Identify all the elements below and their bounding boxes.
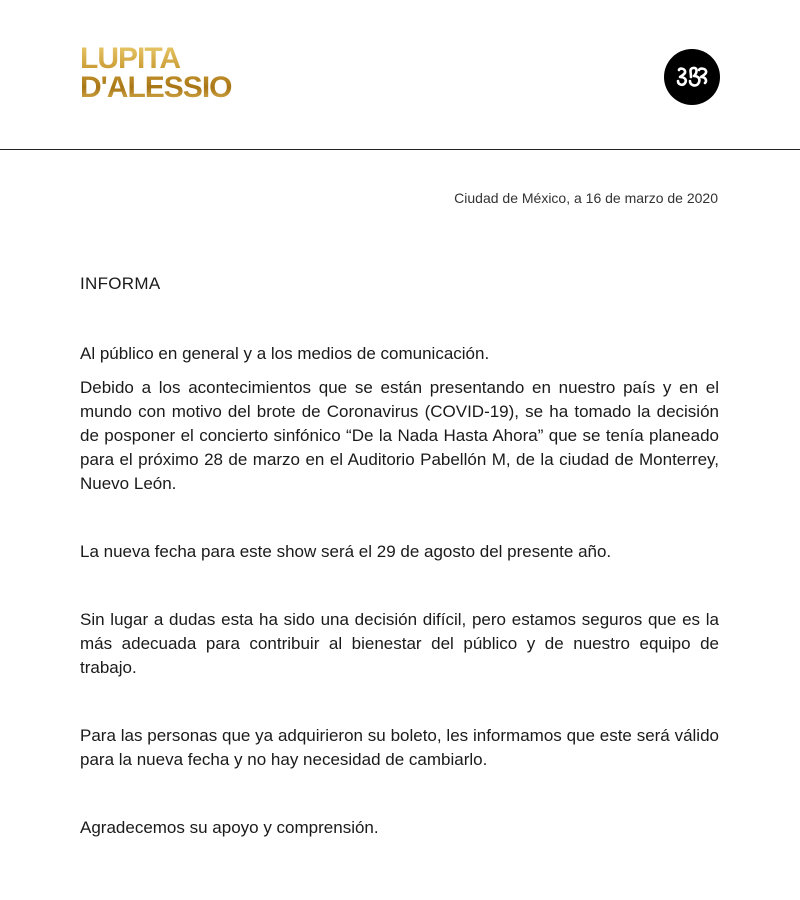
tickets-paragraph: Para las personas que ya adquirieron su boleto, les informamos que este será válido para la nueva fecha y no hay necesidad de cambiarlo.: [80, 726, 719, 769]
postponement-paragraph: Debido a los acontecimientos que se están presentando en nuestro país y en el mundo con motivo del brote de Coronavirus (COVID-19), se ha tomado la decisión de posponer el concierto sinfónico “De la Nada Hasta Ahora” que se tenía planeado para el próximo 28 de marzo en el Auditorio Pabellón M, de la ciudad de Monterrey, Nuevo León.: [80, 378, 719, 493]
header-divider: [0, 149, 800, 150]
logo-line-second: D'ALESSIO: [80, 71, 232, 104]
logo-line-first: LUPITA: [80, 42, 181, 75]
dateline: Ciudad de México, a 16 de marzo de 2020: [454, 190, 718, 206]
bb-monogram-icon: [664, 49, 720, 105]
new-date-paragraph: La nueva fecha para este show será el 29 de agosto del presente año.: [80, 542, 612, 561]
decision-paragraph: Sin lugar a dudas esta ha sido una decisión difícil, pero estamos seguros que es la más adecuada para contribuir al bienestar del público y de nuestro equipo de trabajo.: [80, 610, 719, 677]
artist-logo: [80, 44, 232, 102]
statement-heading: INFORMA: [80, 274, 161, 293]
thanks-paragraph: Agradecemos su apoyo y comprensión.: [80, 818, 379, 837]
bb-monogram-glyph: [676, 66, 708, 88]
letterhead: [0, 0, 800, 150]
salutation-paragraph: Al público en general y a los medios de comunicación.: [80, 344, 490, 363]
